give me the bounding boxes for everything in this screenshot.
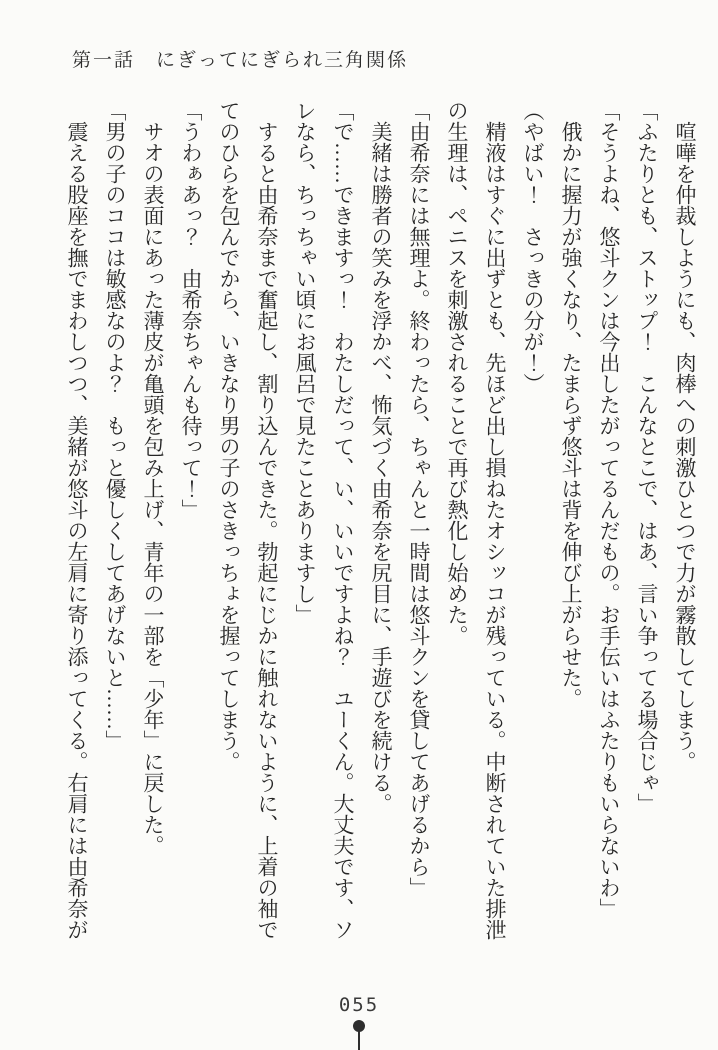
paragraph: すると由希奈まで奮起し、割り込んできた。勃起にじかに触れないように、上着の袖でてのひらを包んでから、いきなり男の子のさきっちょを握ってしまう。 (217, 100, 279, 940)
paragraph: 喧嘩を仲裁しようにも、肉棒への刺激ひとつで力が霧散してしまう。 (673, 100, 697, 772)
paragraph: 「で……できますっ！ わたしだって、い、いいですよね？ ユーくん。大丈夫です、ソレなら、ちっちゃい頃にお風呂で見たことありますし」 (293, 100, 355, 940)
binding-mark-icon (352, 1020, 366, 1050)
paragraph: 「うわぁあっ？ 由希奈ちゃんも待って！」 (179, 100, 203, 520)
paragraph: 美緒は勝者の笑みを浮かべ、怖気づく由希奈を尻目に、手遊びを続ける。 (369, 100, 393, 814)
paragraph: 「そうよね、悠斗クンは今出したがってるんだもの。お手伝いはふたりもいらないわ」 (597, 100, 621, 919)
paragraph: 「男の子のココは敏感なのよ？ もっと優しくしてあげないと……」 (103, 100, 127, 751)
body-text-block (58, 100, 704, 945)
binding-stem (358, 1030, 360, 1050)
paragraph: 震える股座を撫でまわしつつ、美緒が悠斗の左肩に寄り添ってくる。右肩には由希奈が (65, 100, 89, 940)
paragraph: 俄かに握力が強くなり、たまらず悠斗は背を伸び上がらせた。 (559, 100, 583, 709)
paragraph: （やばい！ さっきの分が！） (521, 100, 545, 394)
chapter-running-head: 第一話 にぎってにぎられ三角関係 (72, 50, 409, 71)
paragraph: サオの表面にあった薄皮が亀頭を包み上げ、青年の一部を「少年」に戻した。 (141, 100, 165, 856)
paragraph: 「ふたりとも、ストップ！ こんなとこで、はあ、言い争ってる場合じゃ」 (635, 100, 659, 814)
page-number: 055 (338, 994, 380, 1016)
paragraph: 精液はすぐに出ずとも、先ほど出し損ねたオシッコが残っている。中断されていた排泄の生理は、ペニスを刺激されることで再び熱化し始めた。 (445, 100, 507, 940)
paragraph: 「由希奈には無理よ。終わったら、ちゃんと一時間は悠斗クンを貸してあげるから」 (407, 100, 431, 898)
